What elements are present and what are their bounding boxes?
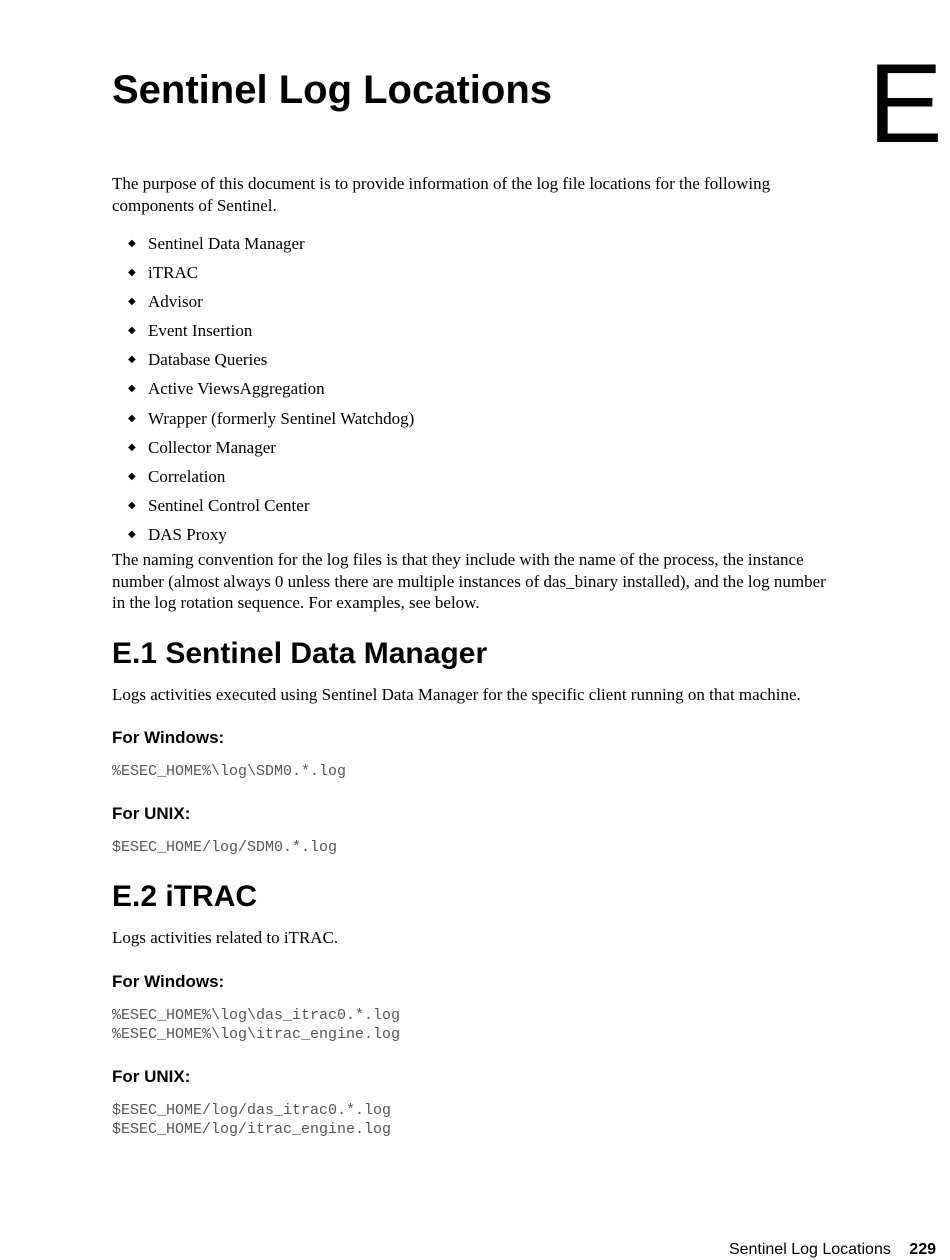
list-item-label: DAS Proxy: [148, 524, 227, 544]
code-path: %ESEC_HOME%\log\SDM0.*.log: [112, 763, 347, 781]
list-item: [112, 287, 832, 316]
page-title: Sentinel Log Locations: [112, 68, 553, 112]
list-item-label: Correlation: [148, 466, 226, 486]
page-number: 229: [909, 1241, 936, 1258]
diamond-bullet-icon: ◆: [128, 528, 136, 540]
list-item-label: Sentinel Control Center: [148, 495, 310, 515]
diamond-bullet-icon: ◆: [128, 499, 136, 511]
diamond-bullet-icon: ◆: [128, 441, 136, 453]
list-item-label: Wrapper (formerly Sentinel Watchdog): [148, 408, 415, 428]
list-item: [112, 404, 832, 433]
diamond-bullet-icon: ◆: [128, 238, 136, 249]
diamond-bullet-icon: ◆: [128, 470, 136, 482]
naming-convention-paragraph: The naming convention for the log files is that they include with the name of the process, the instance number (almost always 0 unless there are multiple instances of das_binary installed), and the log number in the log rotation sequence. For examples, see below.: [112, 550, 826, 613]
list-item: [112, 462, 832, 491]
list-item: [112, 258, 832, 287]
list-item-label: Advisor: [148, 292, 203, 312]
diamond-bullet-icon: ◆: [128, 267, 136, 279]
list-item-label: iTRAC: [148, 263, 199, 283]
list-item: [112, 229, 832, 258]
list-item-label: Event Insertion: [148, 321, 253, 341]
list-item: [112, 520, 832, 549]
list-item: [112, 374, 832, 403]
diamond-bullet-icon: ◆: [128, 354, 136, 366]
list-item: [112, 433, 832, 462]
list-item-label: Active ViewsAggregation: [148, 379, 325, 399]
list-item: [112, 491, 832, 520]
windows-subheading: For Windows:: [112, 971, 225, 991]
diamond-bullet-icon: ◆: [128, 412, 136, 424]
diamond-bullet-icon: ◆: [128, 296, 136, 308]
code-path: $ESEC_HOME/log/SDM0.*.log: [112, 839, 338, 857]
list-item-label: Database Queries: [148, 350, 268, 370]
intro-paragraph: The purpose of this document is to provide information of the log file locations for the following components of Sentinel.: [112, 174, 771, 215]
windows-subheading: For Windows:: [112, 728, 225, 748]
unix-subheading: For UNIX:: [112, 1066, 191, 1086]
code-path: $ESEC_HOME/log/itrac_engine.log: [112, 1120, 392, 1138]
list-item: [112, 345, 832, 374]
diamond-bullet-icon: ◆: [128, 383, 136, 395]
chapter-letter: E: [868, 41, 943, 166]
list-item-label: Sentinel Data Manager: [148, 234, 305, 253]
footer-title: Sentinel Log Locations: [728, 1241, 891, 1258]
code-path: %ESEC_HOME%\log\itrac_engine.log: [112, 1025, 401, 1043]
section-heading-sdm: E.1 Sentinel Data Manager: [112, 636, 488, 670]
section-description: Logs activities executed using Sentinel Data Manager for the specific client running on that machine.: [112, 684, 801, 704]
unix-subheading: For UNIX:: [112, 804, 191, 824]
diamond-bullet-icon: ◆: [128, 325, 136, 337]
list-item: [112, 316, 832, 345]
page-footer: [729, 1240, 936, 1260]
list-item-label: Collector Manager: [148, 437, 276, 457]
code-path: %ESEC_HOME%\log\das_itrac0.*.log: [112, 1006, 401, 1024]
section-description: Logs activities related to iTRAC.: [112, 928, 339, 948]
document-body: [112, 173, 832, 1139]
code-path: $ESEC_HOME/log/das_itrac0.*.log: [112, 1101, 392, 1119]
section-heading-itrac: E.2 iTRAC: [112, 880, 258, 914]
component-list: [112, 229, 832, 549]
